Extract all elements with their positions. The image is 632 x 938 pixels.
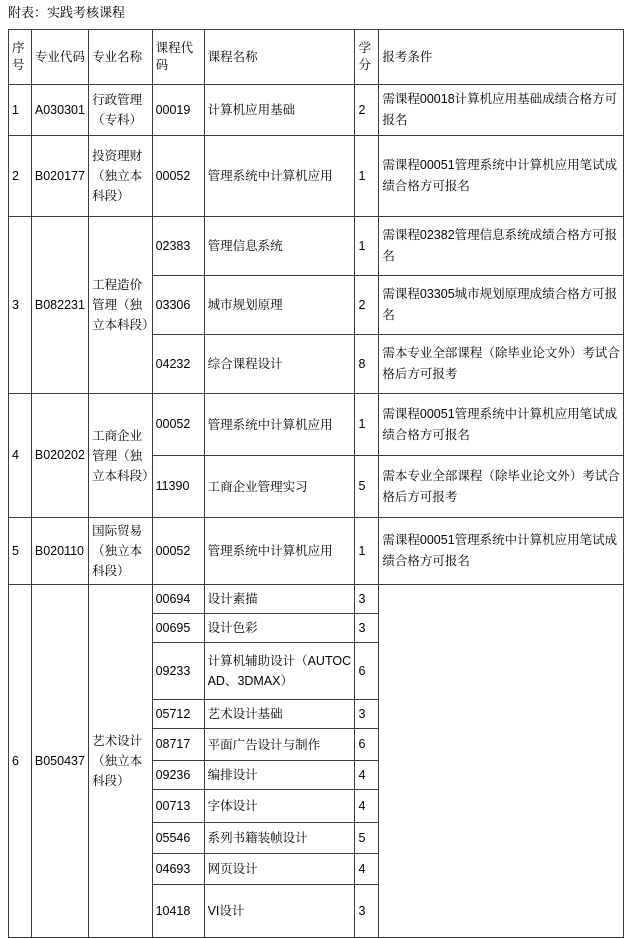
cell-course-code: 09233 [152,643,204,700]
cell-major-name: 工程造价管理（独立本科段） [89,217,152,394]
cell-course-code: 11390 [152,456,204,518]
column-header-major-code: 专业代码 [31,30,88,85]
cell-course-code: 00695 [152,614,204,643]
table-row [9,217,624,276]
cell-credit: 4 [355,761,379,790]
cell-course-name: VI设计 [204,885,355,938]
cell-major-name: 行政管理（专科） [89,85,152,136]
cell-course-name: 编排设计 [204,761,355,790]
table-header [9,30,624,85]
cell-credit: 4 [355,854,379,885]
cell-condition: 需本专业全部课程（除毕业论文外）考试合格后方可报考 [379,335,624,394]
cell-index: 4 [9,394,32,518]
column-header-credit: 学分 [355,30,379,85]
cell-course-name: 设计素描 [204,585,355,614]
table-row [9,394,624,456]
table-header-row [9,30,624,85]
cell-major-code: A030301 [31,85,88,136]
cell-course-code: 00713 [152,790,204,823]
cell-credit: 1 [355,518,379,585]
cell-course-code: 00052 [152,394,204,456]
cell-course-code: 05546 [152,823,204,854]
cell-index: 3 [9,217,32,394]
cell-course-name: 艺术设计基础 [204,700,355,729]
cell-credit: 4 [355,790,379,823]
cell-course-name: 管理系统中计算机应用 [204,394,355,456]
cell-index: 1 [9,85,32,136]
cell-major-name: 投资理财（独立本科段） [89,136,152,217]
cell-course-name: 设计色彩 [204,614,355,643]
cell-major-name: 国际贸易（独立本科段） [89,518,152,585]
cell-credit: 2 [355,85,379,136]
column-header-index: 序号 [9,30,32,85]
cell-condition: 需课程00018计算机应用基础成绩合格方可报名 [379,85,624,136]
cell-major-code: B020202 [31,394,88,518]
cell-condition: 需本专业全部课程（除毕业论文外）考试合格后方可报考 [379,456,624,518]
cell-course-code: 05712 [152,700,204,729]
cell-course-code: 08717 [152,729,204,761]
cell-major-code: B020177 [31,136,88,217]
cell-course-code: 00052 [152,518,204,585]
cell-credit: 2 [355,276,379,335]
cell-condition [379,585,624,938]
practice-exam-course-table [8,29,624,938]
cell-course-name: 工商企业管理实习 [204,456,355,518]
cell-credit: 1 [355,394,379,456]
cell-course-name: 计算机应用基础 [204,85,355,136]
cell-course-name: 管理系统中计算机应用 [204,136,355,217]
cell-credit: 3 [355,614,379,643]
cell-credit: 3 [355,700,379,729]
cell-course-code: 00019 [152,85,204,136]
cell-course-code: 00694 [152,585,204,614]
table-body [9,85,624,938]
page-title: 附表：实践考核课程 [8,5,126,20]
cell-course-name: 计算机辅助设计（AUTOCAD、3DMAX） [204,643,355,700]
table-row [9,518,624,585]
table-row [9,85,624,136]
cell-condition: 需课程00051管理系统中计算机应用笔试成绩合格方可报名 [379,394,624,456]
cell-credit: 1 [355,136,379,217]
column-header-major-name: 专业名称 [89,30,152,85]
cell-course-code: 02383 [152,217,204,276]
table-container [8,29,624,938]
cell-condition: 需课程03305城市规划原理成绩合格方可报名 [379,276,624,335]
column-header-course-code: 课程代码 [152,30,204,85]
cell-course-name: 管理信息系统 [204,217,355,276]
table-row [9,136,624,217]
cell-major-code: B020110 [31,518,88,585]
cell-course-name: 系列书籍装帧设计 [204,823,355,854]
table-row [9,585,624,614]
cell-credit: 3 [355,885,379,938]
column-header-course-name: 课程名称 [204,30,355,85]
cell-course-code: 04232 [152,335,204,394]
cell-course-code: 09236 [152,761,204,790]
cell-course-code: 10418 [152,885,204,938]
cell-course-code: 00052 [152,136,204,217]
column-header-condition: 报考条件 [379,30,624,85]
cell-credit: 6 [355,729,379,761]
cell-credit: 1 [355,217,379,276]
cell-credit: 3 [355,585,379,614]
cell-course-name: 管理系统中计算机应用 [204,518,355,585]
cell-index: 5 [9,518,32,585]
cell-condition: 需课程00051管理系统中计算机应用笔试成绩合格方可报名 [379,136,624,217]
cell-credit: 8 [355,335,379,394]
cell-credit: 6 [355,643,379,700]
cell-index: 2 [9,136,32,217]
cell-course-code: 04693 [152,854,204,885]
cell-credit: 5 [355,456,379,518]
cell-major-code: B082231 [31,217,88,394]
cell-major-name: 艺术设计（独立本科段） [89,585,152,938]
cell-major-name: 工商企业管理（独立本科段） [89,394,152,518]
cell-condition: 需课程02382管理信息系统成绩合格方可报名 [379,217,624,276]
cell-course-name: 网页设计 [204,854,355,885]
cell-condition: 需课程00051管理系统中计算机应用笔试成绩合格方可报名 [379,518,624,585]
cell-credit: 5 [355,823,379,854]
cell-course-name: 综合课程设计 [204,335,355,394]
cell-course-name: 平面广告设计与制作 [204,729,355,761]
cell-index: 6 [9,585,32,938]
cell-course-name: 字体设计 [204,790,355,823]
cell-major-code: B050437 [31,585,88,938]
cell-course-code: 03306 [152,276,204,335]
cell-course-name: 城市规划原理 [204,276,355,335]
